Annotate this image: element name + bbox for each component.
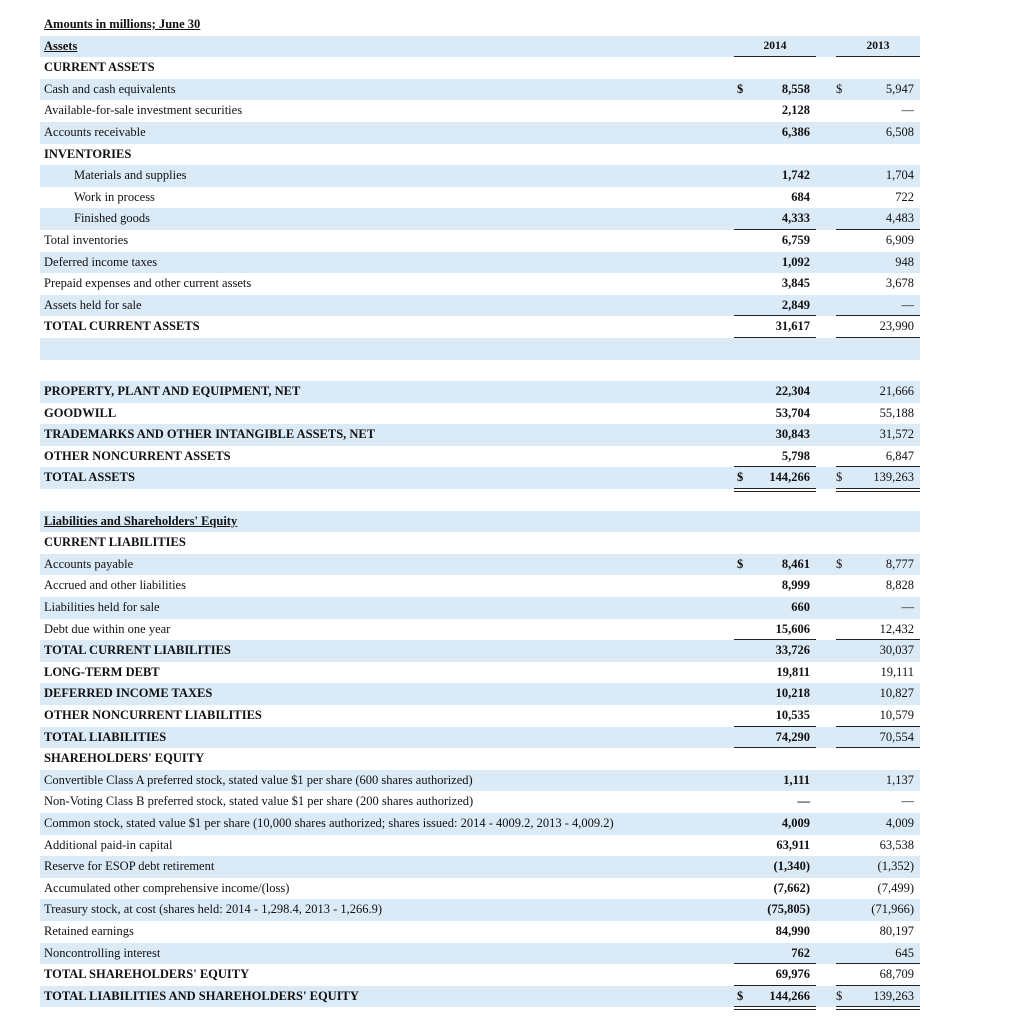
value-2013: 4,483 [836,208,920,230]
row-label: TOTAL LIABILITIES AND SHAREHOLDERS' EQUITY [44,988,359,1003]
value-2013: — [901,103,914,118]
value-2013 [836,338,920,360]
value-2013: 6,847 [836,446,920,468]
row-label: Accounts receivable [44,124,146,139]
row-label: Materials and supplies [74,168,187,183]
value-2014: 8,558 [781,81,810,96]
value-2014: 8,999 [781,578,810,593]
value-2014: (1,340) [773,859,810,874]
value-2014: 10,218 [775,686,810,701]
table-row [40,165,920,187]
value-2013: 5,947 [885,81,914,96]
table-row [40,403,920,425]
table-row [40,575,920,597]
value-2013: — [901,600,914,615]
value-2013: 6,508 [885,124,914,139]
value-2013: — [901,794,914,809]
row-label: Accrued and other liabilities [44,578,186,593]
value-2013: 12,432 [836,619,920,641]
table-row [40,943,920,965]
value-2014: 69,976 [734,964,816,986]
value-2013: 8,777 [885,556,914,571]
value-2014: 2,849 [734,295,816,317]
table-row [40,597,920,619]
value-2013 [836,489,920,511]
value-2014: 8,461 [781,556,810,571]
row-label: SHAREHOLDERS' EQUITY [44,751,205,766]
currency-symbol: $ [737,470,744,485]
row-label: LONG-TERM DEBT [44,664,160,679]
value-2014: 30,843 [775,427,810,442]
value-2014: 84,990 [775,923,810,938]
table-row [40,208,920,230]
column-header-2013: 2013 [836,36,920,58]
value-2013: 30,037 [879,643,914,658]
value-2014 [734,360,816,382]
row-label: Noncontrolling interest [44,945,161,960]
value-2013: 68,709 [836,964,920,986]
value-2014: 22,304 [775,384,810,399]
row-label: Liabilities held for sale [44,600,160,615]
row-label: PROPERTY, PLANT AND EQUIPMENT, NET [44,384,301,399]
table-row [40,144,920,166]
value-2014: 53,704 [775,405,810,420]
row-label: Prepaid expenses and other current assets [44,276,252,291]
row-label: OTHER NONCURRENT LIABILITIES [44,708,262,722]
row-label: Accumulated other comprehensive income/(loss) [44,880,290,895]
table-row [40,446,920,468]
row-label: Accounts payable [44,556,134,571]
table-row [40,36,920,58]
value-2013: 139,263 [836,986,920,1008]
value-2013: (1,352) [877,859,914,874]
value-2013: 8,828 [885,578,914,593]
value-2013: 55,188 [879,405,914,420]
value-2014: 684 [791,189,810,204]
row-label: DEFERRED INCOME TAXES [44,686,213,701]
row-label: TOTAL CURRENT ASSETS [44,319,200,334]
value-2013 [836,748,920,770]
value-2014: 33,726 [775,643,810,658]
table-row [40,835,920,857]
table-row [40,856,920,878]
value-2013 [836,144,920,166]
value-2014: 2,128 [781,103,810,118]
value-2013: 722 [895,189,914,204]
value-2014: 19,811 [776,664,810,679]
row-label: INVENTORIES [44,146,132,161]
row-label: CURRENT ASSETS [44,60,155,75]
table-row [40,230,920,252]
row-label: Total inventories [44,232,129,247]
value-2014: 63,911 [776,837,810,852]
value-2013: 19,111 [880,664,914,679]
row-label: Common stock, stated value $1 per share (10,000 shares authorized; shares issued: 2014 - 4009.2, 2013 - 4,009.2) [44,815,614,830]
value-2014: 31,617 [734,316,816,338]
table-row [40,899,920,921]
currency-symbol: $ [737,81,744,96]
value-2013: 139,263 [836,467,920,489]
row-label: Non-Voting Class B preferred stock, stated value $1 per share (200 shares authorized) [44,794,474,809]
table-row [40,748,920,770]
value-2013: 21,666 [879,384,914,399]
row-label: Treasury stock, at cost (shares held: 2014 - 1,298.4, 2013 - 1,266.9) [44,902,383,917]
balance-sheet [40,14,920,1007]
value-2014: 4,333 [734,208,816,230]
value-2013: 10,827 [879,686,914,701]
value-2014: 6,386 [781,124,810,139]
value-2014: 6,759 [781,232,810,247]
currency-symbol: $ [737,988,744,1003]
table-row [40,619,920,641]
table-row [40,360,920,382]
currency-symbol: $ [737,556,744,571]
row-label: Finished goods [74,211,151,226]
value-2014 [734,489,816,511]
value-2014: 660 [791,600,810,615]
value-2014: (75,805) [767,902,810,917]
currency-symbol: $ [836,81,843,96]
table-row [40,273,920,295]
row-label: Available-for-sale investment securities [44,103,243,118]
row-label: TOTAL SHAREHOLDERS' EQUITY [44,967,250,982]
row-label: CURRENT LIABILITIES [44,535,186,550]
table-row [40,100,920,122]
table-row [40,295,920,317]
value-2014: 1,742 [781,168,810,183]
table-row [40,683,920,705]
table-row [40,705,920,727]
value-2013: 3,678 [885,276,914,291]
row-label: TRADEMARKS AND OTHER INTANGIBLE ASSETS, NET [44,427,376,442]
currency-symbol: $ [836,556,843,571]
row-label: Debt due within one year [44,621,171,636]
row-label: Additional paid-in capital [44,837,173,852]
table-row [40,964,920,986]
row-label: Deferred income taxes [44,254,158,269]
table-row [40,316,920,338]
value-2014: 762 [734,943,816,965]
title-row [40,14,920,36]
value-2013: 1,704 [885,168,914,183]
value-2014: (7,662) [773,880,810,895]
table-row [40,57,920,79]
value-2013: 63,538 [879,837,914,852]
row-label: TOTAL CURRENT LIABILITIES [44,643,231,658]
row-label: Cash and cash equivalents [44,81,176,96]
value-2014 [734,144,816,166]
table-row [40,338,920,360]
value-2013: 70,554 [836,727,920,749]
table-row [40,79,920,101]
table-row [40,122,920,144]
value-2014: 74,290 [734,727,816,749]
balance-sheet-rows [40,36,920,1008]
table-title: Amounts in millions; June 30 [44,17,201,31]
value-2014 [734,748,816,770]
row-label: TOTAL ASSETS [44,470,135,485]
value-2013: 4,009 [885,815,914,830]
value-2013 [836,511,920,533]
value-2014: 1,111 [783,772,810,787]
table-row [40,252,920,274]
value-2013: 948 [895,254,914,269]
table-row [40,467,920,489]
currency-symbol: $ [836,470,843,485]
row-label: Retained earnings [44,923,134,938]
value-2014 [734,57,816,79]
value-2014: 4,009 [781,815,810,830]
value-2013: (7,499) [877,880,914,895]
value-2013: 23,990 [836,316,920,338]
row-label: Reserve for ESOP debt retirement [44,859,215,874]
value-2014: 144,266 [734,467,816,489]
table-row [40,511,920,533]
value-2013: 645 [836,943,920,965]
table-row [40,424,920,446]
value-2013: 10,579 [836,705,920,727]
row-label: TOTAL LIABILITIES [44,729,167,744]
row-label: OTHER NONCURRENT ASSETS [44,448,231,463]
row-label: Assets [44,38,78,53]
value-2014: 144,266 [734,986,816,1008]
row-label: GOODWILL [44,405,117,420]
column-header-2014: 2014 [734,36,816,58]
currency-symbol: $ [836,988,843,1003]
value-2014: 15,606 [734,619,816,641]
value-2014 [734,338,816,360]
value-2013 [836,57,920,79]
row-label: Convertible Class A preferred stock, stated value $1 per share (600 shares authorized) [44,772,473,787]
table-row [40,878,920,900]
value-2014: 1,092 [781,254,810,269]
value-2013: — [836,295,920,317]
table-row [40,813,920,835]
value-2014 [734,532,816,554]
table-row [40,381,920,403]
table-row [40,489,920,511]
value-2013 [836,532,920,554]
value-2013: 31,572 [879,427,914,442]
table-row [40,662,920,684]
row-label: Liabilities and Shareholders' Equity [44,513,238,528]
table-row [40,187,920,209]
value-2014: 5,798 [734,446,816,468]
value-2014: 3,845 [781,276,810,291]
table-row [40,791,920,813]
value-2013: 1,137 [885,772,914,787]
row-label: Work in process [74,189,155,204]
value-2013: 6,909 [885,232,914,247]
table-row [40,770,920,792]
row-label: Assets held for sale [44,297,142,312]
table-row [40,640,920,662]
table-row [40,554,920,576]
value-2014 [734,511,816,533]
value-2013: (71,966) [871,902,914,917]
table-row [40,986,920,1008]
table-row [40,921,920,943]
table-row [40,727,920,749]
value-2014: 10,535 [734,705,816,727]
value-2013: 80,197 [879,923,914,938]
value-2013 [836,360,920,382]
table-row [40,532,920,554]
value-2014: — [797,794,810,809]
